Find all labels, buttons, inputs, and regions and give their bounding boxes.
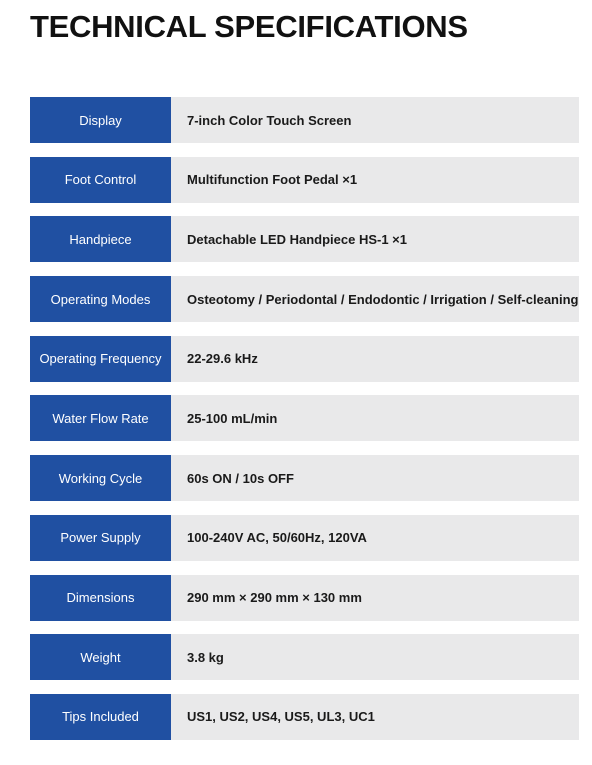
spec-row-working-cycle xyxy=(30,455,579,501)
spec-label: Working Cycle xyxy=(30,455,171,501)
spec-row-handpiece xyxy=(30,216,579,262)
spec-label: Operating Frequency xyxy=(30,336,171,382)
spec-label: Foot Control xyxy=(30,157,171,203)
spec-row-display xyxy=(30,97,579,143)
spec-value: Osteotomy / Periodontal / Endodontic / Irrigation / Self-cleaning xyxy=(187,291,579,307)
spec-row-dimensions xyxy=(30,575,579,621)
spec-label: Power Supply xyxy=(30,515,171,561)
spec-table xyxy=(30,97,579,754)
spec-row-weight xyxy=(30,634,579,680)
spec-label: Weight xyxy=(30,634,171,680)
spec-row-operating-modes xyxy=(30,276,579,322)
spec-label: Tips Included xyxy=(30,694,171,740)
spec-row-power-supply xyxy=(30,515,579,561)
spec-row-foot-control xyxy=(30,157,579,203)
spec-row-operating-frequency xyxy=(30,336,579,382)
spec-label: Operating Modes xyxy=(30,276,171,322)
spec-value: 290 mm × 290 mm × 130 mm xyxy=(187,590,362,605)
spec-value: 25-100 mL/min xyxy=(187,410,278,426)
spec-value: Multifunction Foot Pedal ×1 xyxy=(187,172,358,188)
spec-value: 100-240V AC, 50/60Hz, 120VA xyxy=(187,530,367,546)
spec-value: 60s ON / 10s OFF xyxy=(187,470,294,486)
spec-value: 3.8 kg xyxy=(187,649,224,665)
spec-label: Handpiece xyxy=(30,216,171,262)
spec-value: 7-inch Color Touch Screen xyxy=(187,112,352,128)
page-title: TECHNICAL SPECIFICATIONS xyxy=(30,9,468,44)
spec-label: Dimensions xyxy=(30,575,171,621)
spec-value: US1, US2, US4, US5, UL3, UC1 xyxy=(187,709,375,725)
spec-row-water-flow-rate xyxy=(30,395,579,441)
spec-row-tips-included xyxy=(30,694,579,740)
spec-value: 22-29.6 kHz xyxy=(187,351,258,367)
spec-label: Display xyxy=(30,97,171,143)
spec-value: Detachable LED Handpiece HS-1 ×1 xyxy=(187,231,407,247)
spec-label: Water Flow Rate xyxy=(30,395,171,441)
